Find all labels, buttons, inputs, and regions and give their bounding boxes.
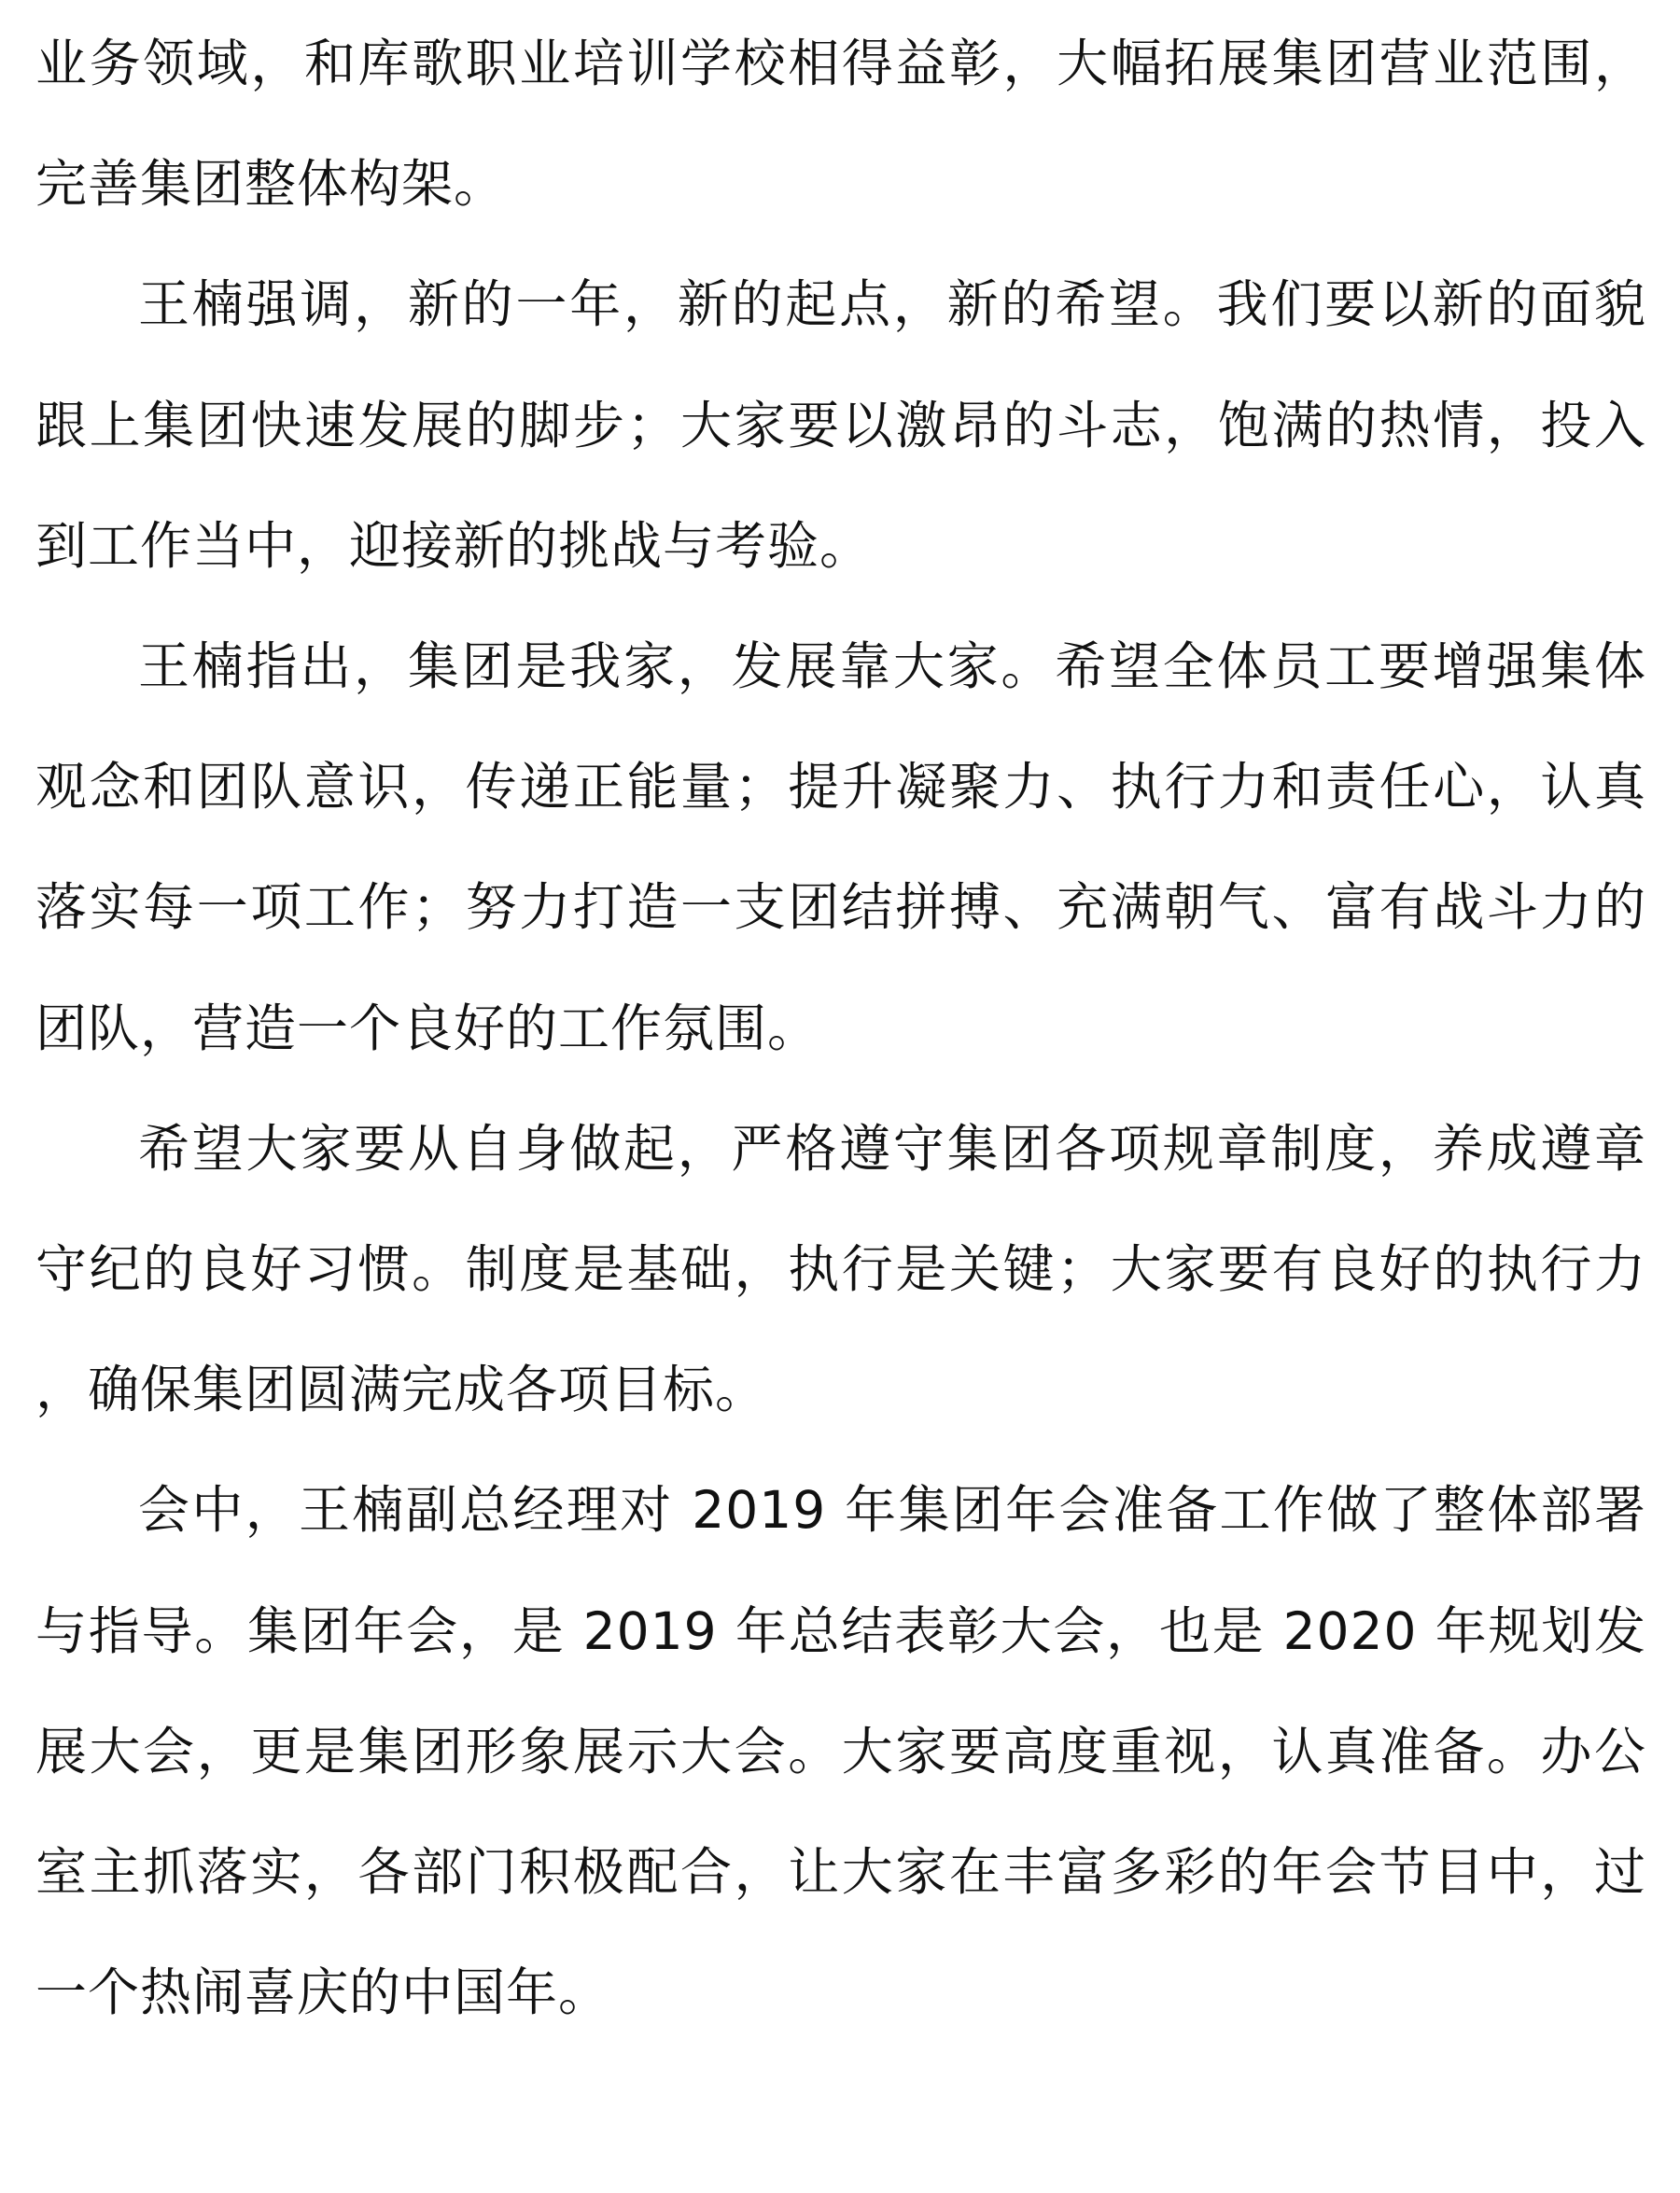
paragraph-2: 王楠强调，新的一年，新的起点，新的希望。我们要以新的面貌跟上集团快速发展的脚步；大家要以激昂的斗志，饱满的热情，投入到工作当中，迎接新的挑战与考验。: [35, 274, 1646, 576]
paragraph-1: 业务领域，和库歌职业培训学校相得益彰，大幅拓展集团营业范围，完善集团整体构架。: [35, 34, 1646, 215]
paragraph-4: 希望大家要从自身做起，严格遵守集团各项规章制度，养成遵章守纪的良好习惯。制度是基础，执行是关键；大家要有良好的执行力，确保集团圆满完成各项目标。: [35, 1118, 1646, 1420]
paragraph-5: 会中，王楠副总经理对 2019 年集团年会准备工作做了整体部署与指导。集团年会，是 2019 年总结表彰大会，也是 2020 年规划发展大会，更是集团形象展示大会。大家要高度重视，认真准备。办公室主抓落实，各部门积极配合，让大家在丰富多彩的年会节目中，过一个热闹喜庆的中国年。: [35, 1480, 1646, 2023]
paragraph-3: 王楠指出，集团是我家，发展靠大家。希望全体员工要增强集体观念和团队意识，传递正能量；提升凝聚力、执行力和责任心，认真落实每一项工作；努力打造一支团结拼搏、充满朝气、富有战斗力的团队，营造一个良好的工作氛围。: [35, 636, 1646, 1058]
